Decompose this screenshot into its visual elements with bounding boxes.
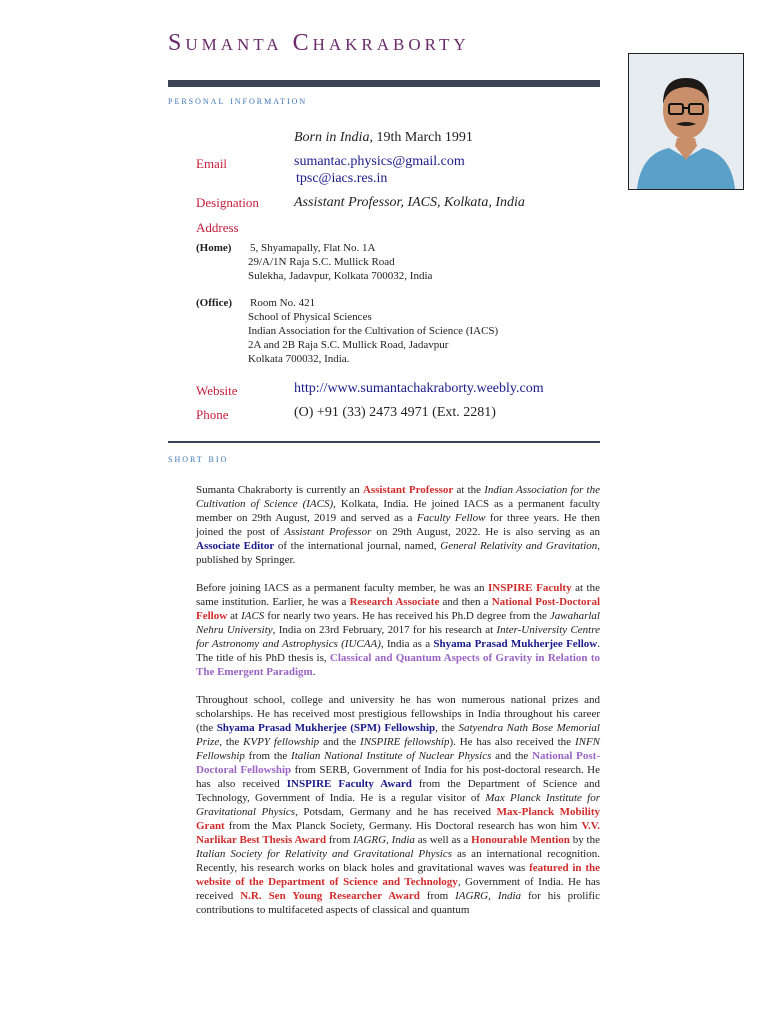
bio-run: National Post-Doctoral Fellow [196,596,600,622]
bio-run: from [419,890,456,902]
bio-run: . [312,666,316,678]
email-label: Email [196,156,228,171]
bio-run: on 29th August, 2022. He is also serving as an [371,526,601,538]
bio-run: . The title of his PhD thesis is, [196,638,600,664]
bio-run: INSPIRE Faculty [488,582,572,594]
bio-run: Italian National Institute of Nuclear Physics [291,750,492,762]
bio-run: from SERB, Government of India for his post-doctoral research. He has also received [196,764,600,790]
bio-run: , India as a [380,638,434,650]
bio-run: Before joining IACS as a permanent faculty member, he was an [196,582,489,594]
home-label: (Home) [196,242,232,254]
bio-run: , the [219,736,244,748]
bio-run: at the same institution. Earlier, he was a [196,582,600,608]
bio-run: IAGRG, India [353,834,415,846]
bio-run: N.R. Sen Young Researcher Award [240,890,420,902]
bio-run: , published by Springer. [196,540,601,566]
bio-run: V.V. Narlikar Best Thesis Award [196,820,600,846]
home-line-2: 29/A/1N Raja S.C. Mullick Road [248,256,395,268]
portrait-illustration [629,54,743,189]
section-title-bio: short bio [168,453,229,465]
bio-run: Throughout school, college and university he has won numerous national prizes and scholarships. He has received most prestigious fellowships in India throughout his career (the [196,694,600,734]
bio-run: Max-Planck Mobility Grant [196,806,600,832]
bio-run: Indian Association for the Cultivation of Science (IACS) [196,484,600,510]
home-line-1: 5, Shyamapally, Flat No. 1A [250,242,376,254]
bio-run: featured in the website of the Department of Science and Technology [196,862,600,888]
bio-paragraph-2 [196,581,600,679]
bio-run: as an international recognition. Recently, his research works on black holes and gravitational waves was [196,848,600,874]
bio-run: Inter-University Centre for Astronomy and Astrophysics (IUCAA) [196,624,600,650]
born-date: 19th March 1991 [376,130,473,145]
bio-run: as well as a [414,834,472,846]
bio-run: and the [491,750,533,762]
office-line-2: School of Physical Sciences [248,311,372,323]
bio-run: Shyama Prasad Mukherjee (SPM) Fellowship [216,722,436,734]
bio-run: , India on 23rd February, 2017 for his research at [272,624,497,636]
designation-value: Assistant Professor, IACS, Kolkata, India [294,195,525,210]
bio-run: and the [319,736,361,748]
address-label: Address [196,220,239,235]
bio-run: Honourable Mention [471,834,570,846]
bio-run: , Kolkata, India. He joined IACS as a permanent faculty member on 29th August, 2019 and served as a [196,498,601,524]
bio-run: and then a [439,596,492,608]
bio-run: Max Planck Institute for Gravitational Physics [196,792,600,818]
page-title: Sumanta Chakraborty [168,30,470,56]
bio-run: , Government of India. He has received [196,876,600,902]
bio-run: IACS [241,610,265,622]
bio-run: National Post-Doctoral Fellowship [196,750,601,776]
designation-label: Designation [196,195,259,210]
email-primary-link[interactable]: sumantac.physics@gmail.com [294,154,465,169]
bio-run: Associate Editor [196,540,275,552]
section-title-personal: personal information [168,95,308,107]
section-divider [168,441,600,443]
bio-body [196,483,600,931]
bio-run: by the [569,834,600,846]
bio-run: Research Associate [349,596,440,608]
bio-run: of the international journal, named, [274,540,441,552]
birth-info [294,130,473,146]
bio-run: INFN Fellowship [196,736,600,762]
bio-paragraph-1 [196,483,600,567]
bio-run: for three years. He then joined the post of [196,512,600,538]
bio-run: for his prolific contributions to multifaceted aspects of classical and quantum [196,890,600,916]
bio-run: Shyama Prasad Mukherjee Fellow [433,638,598,650]
bio-run: KVPY fellowship [243,736,320,748]
bio-run: INSPIRE fellowship [360,736,450,748]
bio-run: Assistant Professor [362,484,454,496]
bio-run: General Relativity and Gravitation [440,540,598,552]
bio-run: Sumanta Chakraborty is currently an [196,484,363,496]
bio-run: Faculty Fellow [416,512,486,524]
phone-label: Phone [196,407,229,422]
bio-paragraph-3 [196,693,600,917]
bio-run: from the Department of Science and Technology, Government of India. He is a regular visitor of [196,778,600,804]
bio-run: Classical and Quantum Aspects of Gravity in Relation to The Emergent Paradigm [196,652,600,678]
bio-run: Italian Society for Relativity and Gravitational Physics [196,848,453,860]
bio-run: from [326,834,354,846]
bio-run: , the [435,722,459,734]
office-line-5: Kolkata 700032, India. [248,353,350,365]
bio-run: at the [453,484,485,496]
bio-run: Assistant Professor [284,526,372,538]
bio-run: Jawaharlal Nehru University [196,610,600,636]
bio-run: for nearly two years. He has received his Ph.D degree from the [264,610,550,622]
office-label: (Office) [196,297,233,309]
bio-run: ). He has also received the [449,736,575,748]
email-secondary-link[interactable]: tpsc@iacs.res.in [296,171,388,186]
bio-run: INSPIRE Faculty Award [286,778,412,790]
bio-run: , Potsdam, Germany and he has received [295,806,497,818]
website-link[interactable]: http://www.sumantachakraborty.weebly.com [294,381,544,396]
profile-photo [628,53,744,190]
bio-run: at [227,610,242,622]
born-label: Born in India, [294,130,373,145]
bio-run: Satyendra Nath Bose Memorial Prize [196,722,600,748]
home-line-3: Sulekha, Jadavpur, Kolkata 700032, India [248,270,433,282]
phone-value: (O) +91 (33) 2473 4971 (Ext. 2281) [294,405,496,420]
website-label: Website [196,383,238,398]
bio-run: from the [244,750,292,762]
header-divider [168,80,600,87]
bio-run: IAGRG, India [455,890,522,902]
office-line-4: 2A and 2B Raja S.C. Mullick Road, Jadavpur [248,339,449,351]
bio-run: from the Max Planck Society, Germany. His Doctoral research has won him [224,820,582,832]
office-line-3: Indian Association for the Cultivation of Science (IACS) [248,325,499,337]
office-line-1: Room No. 421 [250,297,316,309]
